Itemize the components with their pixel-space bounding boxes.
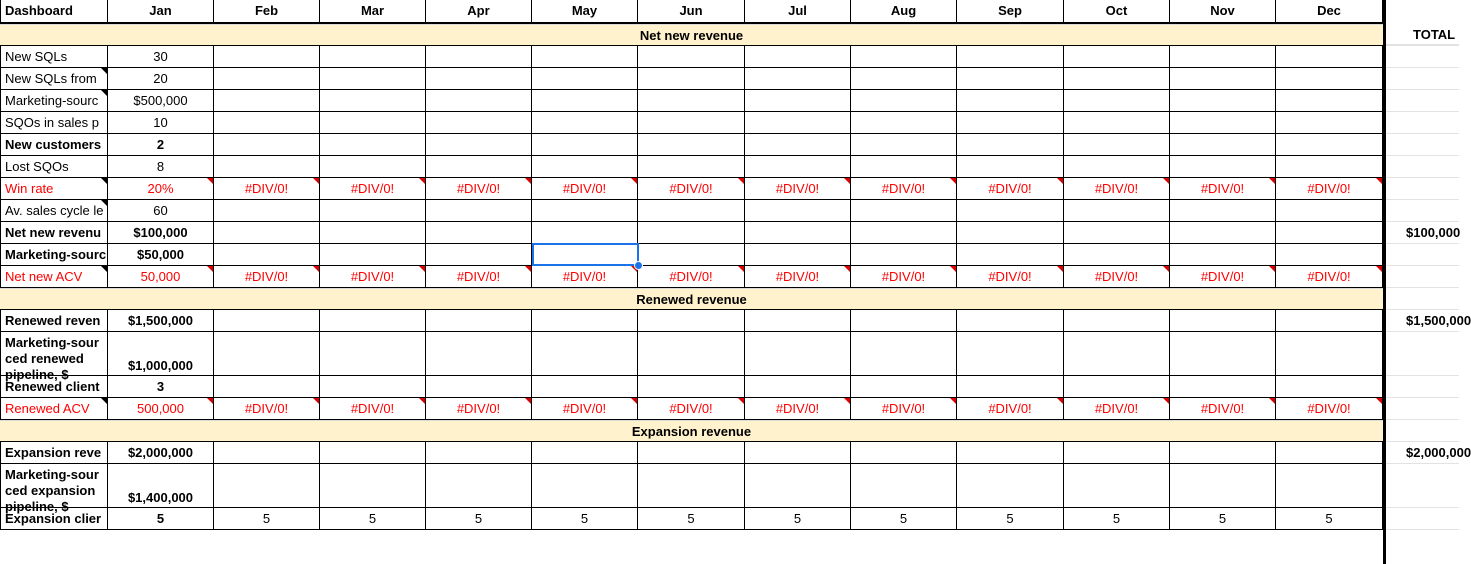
value-cell-oct[interactable] [1064,222,1170,244]
value-cell-apr[interactable]: 5 [426,508,532,530]
value-cell-jan[interactable]: 10 [108,112,214,134]
row-label-cell[interactable]: New SQLs from [0,68,108,90]
value-cell-dec[interactable]: #DIV/0! [1276,178,1383,200]
section-header-1[interactable]: Renewed revenue [0,288,1383,310]
row-label-cell[interactable]: Expansion reve [0,442,108,464]
row-label-cell[interactable]: Lost SQOs [0,156,108,178]
value-cell-jul[interactable]: #DIV/0! [745,266,851,288]
value-cell-mar[interactable] [320,200,426,222]
value-cell-jul[interactable] [745,464,851,508]
value-cell-aug[interactable] [851,244,957,266]
value-cell-aug[interactable] [851,442,957,464]
gridline [1386,463,1459,464]
gridline [1386,155,1459,156]
value-cell-oct[interactable] [1064,464,1170,508]
value-cell-dec[interactable]: #DIV/0! [1276,398,1383,420]
value-cell-feb[interactable] [214,68,320,90]
value-cell-apr[interactable] [426,68,532,90]
value-cell-sep[interactable] [957,442,1064,464]
selected-cell-outline[interactable] [532,243,639,266]
value-cell-jul[interactable] [745,310,851,332]
value-cell-jul[interactable]: 5 [745,508,851,530]
row-label-cell[interactable]: Renewed reven [0,310,108,332]
header-cell-aug[interactable]: Aug [851,0,957,24]
value-cell-oct[interactable] [1064,442,1170,464]
value-cell-jul[interactable] [745,376,851,398]
gridline [1386,397,1459,398]
value-cell-jan[interactable]: 500,000 [108,398,214,420]
value-cell-oct[interactable] [1064,376,1170,398]
value-cell-feb[interactable] [214,464,320,508]
value-cell-dec[interactable] [1276,464,1383,508]
value-cell-apr[interactable] [426,244,532,266]
value-cell-feb[interactable] [214,112,320,134]
value-cell-mar[interactable] [320,376,426,398]
value-cell-jan[interactable]: 3 [108,376,214,398]
value-cell-sep[interactable] [957,376,1064,398]
value-cell-oct[interactable] [1064,156,1170,178]
value-cell-nov[interactable]: 5 [1170,508,1276,530]
value-cell-nov[interactable] [1170,156,1276,178]
total-value-cell[interactable]: $1,500,000 [1406,313,1471,328]
value-cell-sep[interactable] [957,332,1064,376]
value-cell-oct[interactable] [1064,200,1170,222]
value-cell-aug[interactable] [851,310,957,332]
value-cell-jan[interactable]: $1,400,000 [108,464,214,508]
value-cell-may[interactable] [532,332,638,376]
value-cell-may[interactable] [532,68,638,90]
total-value-cell[interactable]: $2,000,000 [1406,445,1471,460]
value-cell-aug[interactable] [851,222,957,244]
value-cell-sep[interactable] [957,464,1064,508]
value-cell-apr[interactable] [426,156,532,178]
row-label-cell[interactable]: Marketing-sour ced expansion pipeline, $ [0,464,108,508]
value-cell-sep[interactable] [957,222,1064,244]
value-cell-nov[interactable]: #DIV/0! [1170,266,1276,288]
value-cell-jan[interactable]: 5 [108,508,214,530]
value-cell-aug[interactable] [851,376,957,398]
value-cell-jun[interactable]: #DIV/0! [638,178,745,200]
value-cell-may[interactable] [532,90,638,112]
value-cell-nov[interactable] [1170,310,1276,332]
value-cell-aug[interactable] [851,332,957,376]
row-label-cell[interactable]: Marketing-sour ced renewed pipeline, $ [0,332,108,376]
row-label-cell[interactable]: Av. sales cycle le [0,200,108,222]
value-cell-dec[interactable] [1276,222,1383,244]
value-cell-may[interactable]: #DIV/0! [532,266,638,288]
value-cell-jun[interactable] [638,46,745,68]
gridline [1386,89,1459,90]
value-cell-aug[interactable] [851,200,957,222]
value-cell-feb[interactable] [214,442,320,464]
row-label-cell[interactable]: New SQLs [0,46,108,68]
value-cell-sep[interactable] [957,68,1064,90]
value-cell-sep[interactable] [957,46,1064,68]
value-cell-feb[interactable] [214,332,320,376]
value-cell-oct[interactable] [1064,68,1170,90]
value-cell-may[interactable]: 5 [532,508,638,530]
value-cell-feb[interactable] [214,90,320,112]
value-cell-nov[interactable] [1170,134,1276,156]
value-cell-mar[interactable] [320,90,426,112]
total-column [1383,0,1456,564]
header-cell-apr[interactable]: Apr [426,0,532,24]
gridline [1386,133,1459,134]
row-label-cell[interactable]: Renewed client [0,376,108,398]
header-cell-jan[interactable]: Jan [108,0,214,24]
gridline [1386,177,1459,178]
value-cell-jul[interactable] [745,46,851,68]
value-cell-apr[interactable]: #DIV/0! [426,266,532,288]
value-cell-jun[interactable] [638,68,745,90]
header-cell-sep[interactable]: Sep [957,0,1064,24]
header-cell-may[interactable]: May [532,0,638,24]
value-cell-feb[interactable] [214,156,320,178]
value-cell-jun[interactable]: #DIV/0! [638,398,745,420]
value-cell-may[interactable] [532,112,638,134]
value-cell-jun[interactable] [638,310,745,332]
value-cell-nov[interactable] [1170,376,1276,398]
gridline [1386,67,1459,68]
value-cell-jan[interactable]: $500,000 [108,90,214,112]
value-cell-jul[interactable] [745,156,851,178]
value-cell-jun[interactable] [638,156,745,178]
value-cell-oct[interactable] [1064,332,1170,376]
gridline [1386,243,1459,244]
value-cell-aug[interactable] [851,112,957,134]
value-cell-jul[interactable] [745,244,851,266]
value-cell-sep[interactable] [957,134,1064,156]
row-label-cell[interactable]: Net new revenu [0,222,108,244]
value-cell-dec[interactable] [1276,442,1383,464]
value-cell-dec[interactable]: 5 [1276,508,1383,530]
value-cell-jan[interactable]: $1,500,000 [108,310,214,332]
value-cell-jan[interactable]: 20 [108,68,214,90]
value-cell-jan[interactable]: 8 [108,156,214,178]
value-cell-mar[interactable] [320,332,426,376]
value-cell-jan[interactable]: 60 [108,200,214,222]
value-cell-apr[interactable] [426,464,532,508]
value-cell-feb[interactable] [214,46,320,68]
value-cell-aug[interactable]: #DIV/0! [851,266,957,288]
header-cell-oct[interactable]: Oct [1064,0,1170,24]
value-cell-mar[interactable] [320,244,426,266]
total-value-cell[interactable]: $100,000 [1406,225,1461,240]
header-cell-dec[interactable]: Dec [1276,0,1383,24]
value-cell-oct[interactable] [1064,310,1170,332]
value-cell-jun[interactable] [638,200,745,222]
value-cell-nov[interactable] [1170,200,1276,222]
gridline [1386,529,1459,530]
gridline [1386,111,1459,112]
value-cell-dec[interactable]: #DIV/0! [1276,266,1383,288]
value-cell-dec[interactable] [1276,68,1383,90]
value-cell-mar[interactable] [320,442,426,464]
value-cell-mar[interactable] [320,464,426,508]
value-cell-mar[interactable] [320,46,426,68]
value-cell-apr[interactable]: #DIV/0! [426,398,532,420]
value-cell-dec[interactable] [1276,310,1383,332]
value-cell-sep[interactable]: #DIV/0! [957,398,1064,420]
row-label-cell[interactable]: Renewed ACV [0,398,108,420]
value-cell-feb[interactable] [214,376,320,398]
value-cell-jul[interactable] [745,112,851,134]
gridline [1386,199,1459,200]
gridline [1386,375,1459,376]
value-cell-mar[interactable] [320,156,426,178]
header-cell-jun[interactable]: Jun [638,0,745,24]
row-label-cell[interactable]: Marketing-sourc [0,90,108,112]
value-cell-nov[interactable]: #DIV/0! [1170,398,1276,420]
value-cell-feb[interactable] [214,200,320,222]
value-cell-dec[interactable] [1276,332,1383,376]
value-cell-oct[interactable]: #DIV/0! [1064,266,1170,288]
value-cell-oct[interactable] [1064,134,1170,156]
value-cell-may[interactable] [532,442,638,464]
header-cell-mar[interactable]: Mar [320,0,426,24]
value-cell-mar[interactable]: #DIV/0! [320,266,426,288]
header-cell-total[interactable]: TOTAL [1413,27,1456,42]
gridline [1386,287,1459,288]
value-cell-apr[interactable] [426,222,532,244]
value-cell-apr[interactable] [426,310,532,332]
value-cell-jun[interactable]: #DIV/0! [638,266,745,288]
value-cell-may[interactable] [532,134,638,156]
row-label-cell[interactable]: Win rate [0,178,108,200]
value-cell-aug[interactable] [851,464,957,508]
value-cell-may[interactable] [532,310,638,332]
value-cell-feb[interactable]: 5 [214,508,320,530]
section-header-0[interactable]: Net new revenue [0,24,1383,46]
header-cell-feb[interactable]: Feb [214,0,320,24]
header-cell-dashboard[interactable]: Dashboard [0,0,108,24]
row-label-cell[interactable]: New customers [0,134,108,156]
row-label-cell[interactable]: Expansion clier [0,508,108,530]
value-cell-apr[interactable]: #DIV/0! [426,178,532,200]
gridline [1386,331,1459,332]
value-cell-mar[interactable] [320,310,426,332]
value-cell-jun[interactable]: 5 [638,508,745,530]
value-cell-sep[interactable] [957,156,1064,178]
value-cell-apr[interactable] [426,200,532,222]
value-cell-aug[interactable] [851,90,957,112]
value-cell-oct[interactable]: 5 [1064,508,1170,530]
value-cell-sep[interactable]: 5 [957,508,1064,530]
value-cell-may[interactable] [532,222,638,244]
value-cell-jun[interactable] [638,376,745,398]
value-cell-nov[interactable] [1170,68,1276,90]
value-cell-dec[interactable] [1276,134,1383,156]
value-cell-oct[interactable]: #DIV/0! [1064,398,1170,420]
value-cell-sep[interactable]: #DIV/0! [957,266,1064,288]
gridline [1386,265,1459,266]
value-cell-nov[interactable] [1170,464,1276,508]
row-label-cell[interactable]: SQOs in sales p [0,112,108,134]
value-cell-jan[interactable]: $50,000 [108,244,214,266]
value-cell-jul[interactable] [745,332,851,376]
value-cell-feb[interactable]: #DIV/0! [214,266,320,288]
value-cell-dec[interactable] [1276,90,1383,112]
gridline [1386,419,1459,420]
value-cell-mar[interactable]: 5 [320,508,426,530]
value-cell-jan[interactable]: 20% [108,178,214,200]
value-cell-nov[interactable] [1170,244,1276,266]
value-cell-jun[interactable] [638,442,745,464]
value-cell-nov[interactable] [1170,222,1276,244]
value-cell-mar[interactable] [320,112,426,134]
value-cell-apr[interactable] [426,376,532,398]
value-cell-may[interactable] [532,46,638,68]
row-label-cell[interactable]: Marketing-sourc [0,244,108,266]
value-cell-may[interactable] [532,200,638,222]
row-label-cell[interactable]: Net new ACV [0,266,108,288]
value-cell-mar[interactable] [320,134,426,156]
value-cell-sep[interactable] [957,112,1064,134]
value-cell-jul[interactable] [745,222,851,244]
value-cell-oct[interactable] [1064,244,1170,266]
value-cell-apr[interactable] [426,90,532,112]
value-cell-may[interactable]: #DIV/0! [532,398,638,420]
gridline [1386,45,1459,46]
gridline [1386,507,1459,508]
value-cell-oct[interactable] [1064,112,1170,134]
value-cell-jul[interactable] [745,200,851,222]
value-cell-sep[interactable] [957,200,1064,222]
header-cell-nov[interactable]: Nov [1170,0,1276,24]
value-cell-jan[interactable]: $100,000 [108,222,214,244]
fill-handle[interactable] [634,261,643,270]
value-cell-jan[interactable]: 2 [108,134,214,156]
value-cell-may[interactable]: #DIV/0! [532,178,638,200]
value-cell-dec[interactable] [1276,156,1383,178]
value-cell-dec[interactable] [1276,376,1383,398]
value-cell-apr[interactable] [426,442,532,464]
value-cell-jul[interactable] [745,68,851,90]
value-cell-feb[interactable] [214,244,320,266]
value-cell-jan[interactable]: $2,000,000 [108,442,214,464]
value-cell-aug[interactable] [851,134,957,156]
value-cell-feb[interactable] [214,222,320,244]
value-cell-sep[interactable]: #DIV/0! [957,178,1064,200]
value-cell-nov[interactable]: #DIV/0! [1170,178,1276,200]
value-cell-nov[interactable] [1170,442,1276,464]
header-cell-jul[interactable]: Jul [745,0,851,24]
value-cell-jul[interactable] [745,442,851,464]
value-cell-apr[interactable] [426,112,532,134]
value-cell-sep[interactable] [957,244,1064,266]
value-cell-aug[interactable] [851,46,957,68]
value-cell-aug[interactable] [851,156,957,178]
value-cell-dec[interactable] [1276,112,1383,134]
value-cell-aug[interactable]: 5 [851,508,957,530]
value-cell-apr[interactable] [426,332,532,376]
value-cell-apr[interactable] [426,134,532,156]
value-cell-dec[interactable] [1276,200,1383,222]
value-cell-aug[interactable]: #DIV/0! [851,398,957,420]
value-cell-mar[interactable]: #DIV/0! [320,398,426,420]
value-cell-dec[interactable] [1276,244,1383,266]
section-header-2[interactable]: Expansion revenue [0,420,1383,442]
value-cell-may[interactable] [532,464,638,508]
value-cell-apr[interactable] [426,46,532,68]
value-cell-mar[interactable] [320,222,426,244]
value-cell-jun[interactable] [638,134,745,156]
value-cell-oct[interactable]: #DIV/0! [1064,178,1170,200]
value-cell-jun[interactable] [638,464,745,508]
value-cell-jul[interactable]: #DIV/0! [745,178,851,200]
value-cell-aug[interactable] [851,68,957,90]
value-cell-jul[interactable]: #DIV/0! [745,398,851,420]
value-cell-mar[interactable]: #DIV/0! [320,178,426,200]
value-cell-feb[interactable] [214,310,320,332]
value-cell-jan[interactable]: $1,000,000 [108,332,214,376]
value-cell-may[interactable] [532,156,638,178]
value-cell-jan[interactable]: 50,000 [108,266,214,288]
value-cell-nov[interactable] [1170,46,1276,68]
value-cell-jun[interactable] [638,332,745,376]
value-cell-nov[interactable] [1170,112,1276,134]
value-cell-oct[interactable] [1064,90,1170,112]
value-cell-feb[interactable]: #DIV/0! [214,398,320,420]
value-cell-oct[interactable] [1064,46,1170,68]
value-cell-aug[interactable]: #DIV/0! [851,178,957,200]
value-cell-may[interactable] [532,376,638,398]
value-cell-jun[interactable] [638,90,745,112]
value-cell-sep[interactable] [957,90,1064,112]
value-cell-nov[interactable] [1170,332,1276,376]
value-cell-mar[interactable] [320,68,426,90]
value-cell-jul[interactable] [745,134,851,156]
value-cell-jun[interactable] [638,244,745,266]
value-cell-sep[interactable] [957,310,1064,332]
value-cell-jun[interactable] [638,112,745,134]
value-cell-dec[interactable] [1276,46,1383,68]
value-cell-nov[interactable] [1170,90,1276,112]
value-cell-feb[interactable]: #DIV/0! [214,178,320,200]
value-cell-jan[interactable]: 30 [108,46,214,68]
value-cell-feb[interactable] [214,134,320,156]
value-cell-jun[interactable] [638,222,745,244]
value-cell-jul[interactable] [745,90,851,112]
